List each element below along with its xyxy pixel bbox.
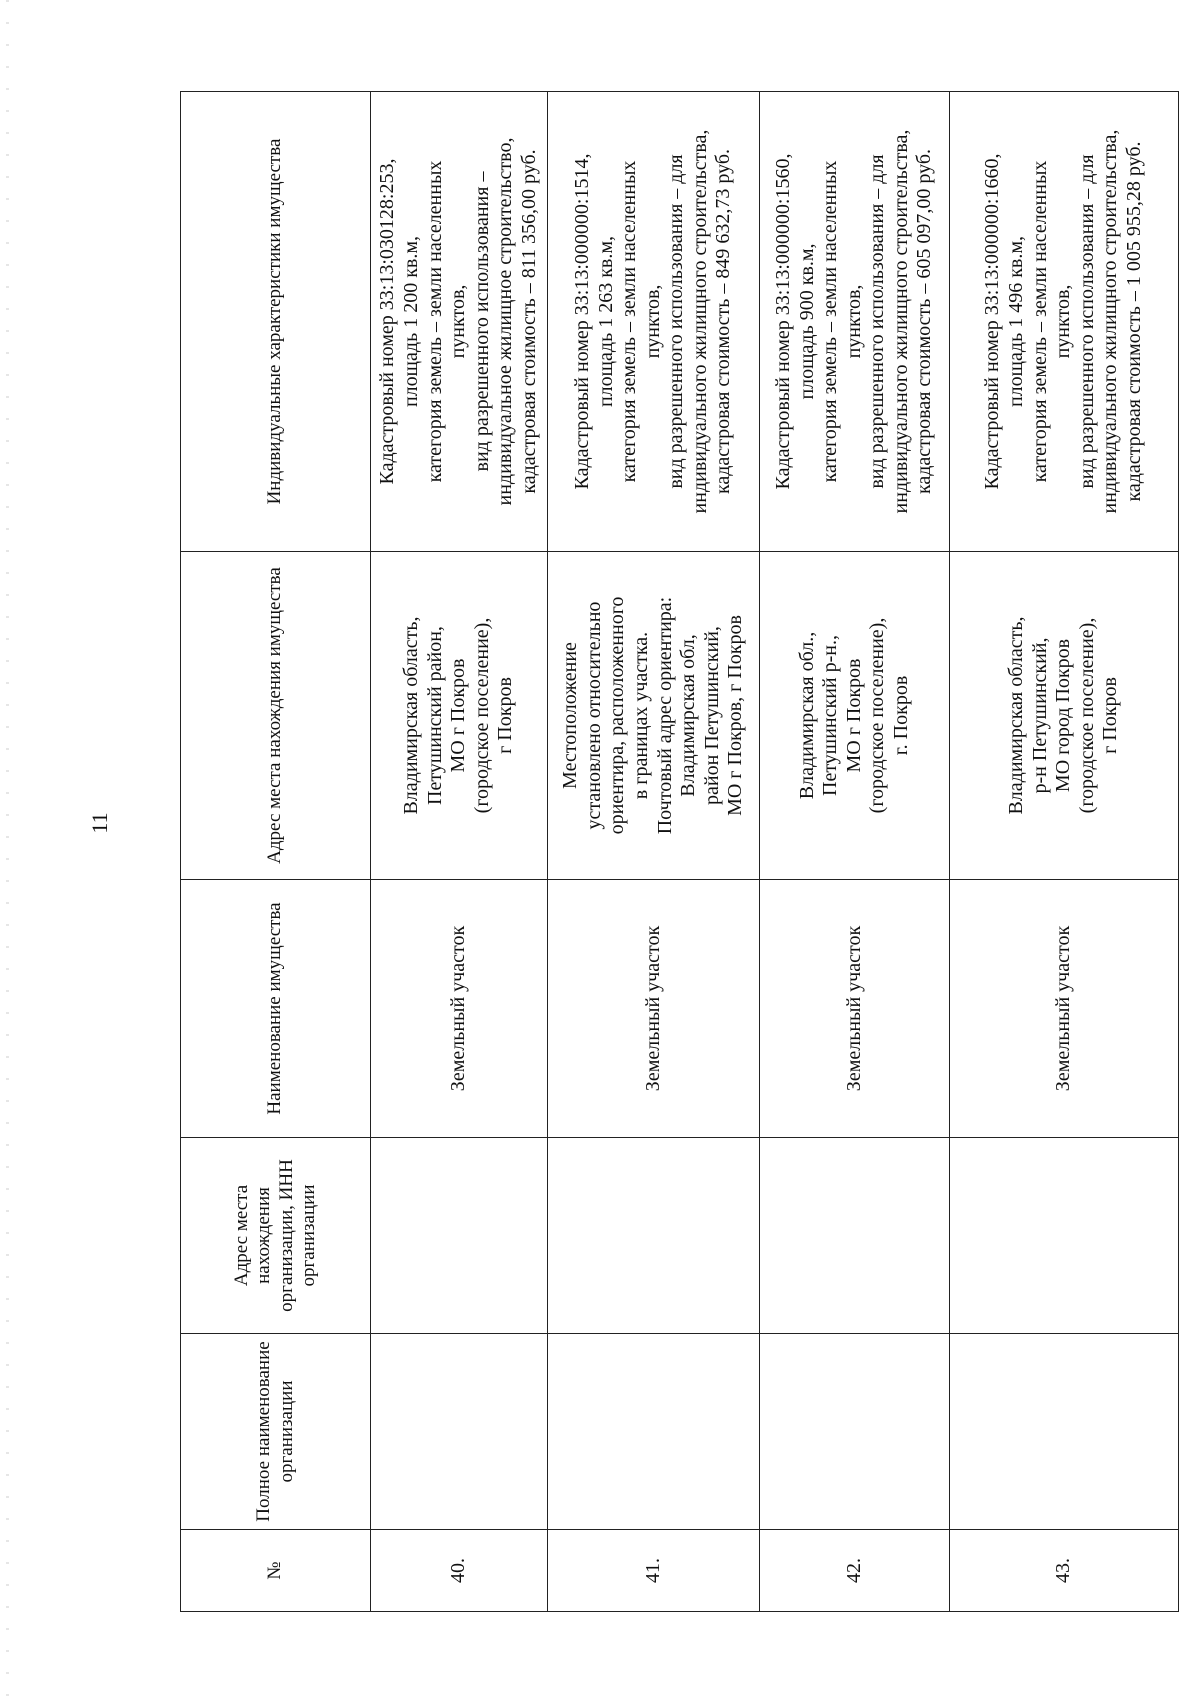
characteristic-line: индивидуальное жилищное строительство,: [494, 137, 517, 506]
location-line: МО г Покров, г Покров: [724, 615, 747, 816]
row-number: 40.: [371, 1530, 548, 1612]
location-cell: [950, 552, 1179, 880]
org-address-cell: [950, 1138, 1179, 1334]
location-line: р-н Петушинский,: [1028, 637, 1051, 794]
characteristic-line: индивидуального жилищного строительства,: [1099, 129, 1122, 514]
characteristic-line: площадь 1 200 кв.м,: [400, 235, 423, 408]
characteristic-line: пунктов,: [447, 284, 470, 359]
page-number: 11: [87, 812, 112, 834]
location-line: установлено относительно: [582, 601, 605, 830]
header-row: [181, 92, 371, 1612]
header-characteristics: Индивидуальные характеристики имущества: [181, 92, 371, 552]
location-cell: [371, 552, 548, 880]
org-address-cell: [548, 1138, 760, 1334]
header-org-name: Полное наименование организации: [181, 1334, 371, 1530]
characteristic-line: Кадастровый номер 33:13:000000:1514,: [570, 153, 593, 490]
characteristic-line: индивидуального жилищного строительства,: [889, 129, 912, 514]
characteristic-line: пунктов,: [1052, 284, 1075, 359]
property-name-cell: Земельный участок: [371, 880, 548, 1138]
location-line: Владимирская область,: [1005, 616, 1028, 815]
characteristic-line: площадь 900 кв.м,: [795, 243, 818, 400]
row-number: 43.: [950, 1530, 1179, 1612]
header-org-address: Адрес места нахождения организации, ИНН организации: [181, 1138, 371, 1334]
property-name-cell: Земельный участок: [548, 880, 760, 1138]
characteristic-line: пунктов,: [641, 284, 664, 359]
characteristic-line: категория земель – земли населенных: [1028, 160, 1051, 483]
property-name-cell: Земельный участок: [950, 880, 1179, 1138]
location-line: г Покров: [1099, 677, 1122, 754]
scan-artifact: [6, 0, 9, 1696]
table-row: [950, 92, 1179, 1612]
org-name-cell: [760, 1334, 950, 1530]
location-line: Петушинский район,: [423, 626, 446, 805]
characteristic-line: категория земель – земли населенных: [618, 160, 641, 483]
location-line: Почтовый адрес ориентира:: [653, 596, 676, 835]
header-property-name: Наименование имущества: [181, 880, 371, 1138]
characteristic-line: Кадастровый номер 33:13:000000:1660,: [981, 153, 1004, 490]
location-line: г Покров: [494, 677, 517, 754]
location-line: МО г Покров: [447, 658, 470, 773]
location-line: МО г Покров: [842, 658, 865, 773]
property-table: [180, 91, 1179, 1612]
location-line: Петушинский р-н.,: [819, 635, 842, 796]
characteristic-line: площадь 1 496 кв.м,: [1005, 235, 1028, 408]
location-line: Владимирская обл.,: [795, 631, 818, 800]
characteristic-line: вид разрешенного использования – для: [866, 154, 889, 489]
location-line: Владимирская область,: [400, 616, 423, 815]
location-line: (городское поселение),: [1075, 617, 1098, 814]
characteristics-cell: [760, 92, 950, 552]
location-line: Владимирская обл,: [677, 634, 700, 797]
location-line: в границах участка.: [629, 631, 652, 800]
location-cell: [548, 552, 760, 880]
location-line: район Петушинский,: [700, 626, 723, 805]
characteristic-line: Кадастровый номер 33:13:000000:1560,: [771, 153, 794, 490]
characteristics-cell: [950, 92, 1179, 552]
characteristic-line: категория земель – земли населенных: [819, 160, 842, 483]
characteristics-cell: [548, 92, 760, 552]
header-num: №: [181, 1530, 371, 1612]
characteristic-line: вид разрешенного использования – для: [1075, 154, 1098, 489]
property-name-cell: Земельный участок: [760, 880, 950, 1138]
table-row: [760, 92, 950, 1612]
location-cell: [760, 552, 950, 880]
table-row: [371, 92, 548, 1612]
characteristics-cell: [371, 92, 548, 552]
characteristic-line: кадастровая стоимость – 849 632,73 руб.: [712, 148, 735, 495]
characteristic-line: индивидуального жилищного строительства,: [688, 129, 711, 514]
characteristic-line: категория земель – земли населенных: [423, 160, 446, 483]
location-line: (городское поселение),: [470, 617, 493, 814]
characteristic-line: пунктов,: [842, 284, 865, 359]
location-line: (городское поселение),: [866, 617, 889, 814]
property-table-rotated: [180, 92, 1178, 1612]
header-property-location: Адрес места нахождения имущества: [181, 552, 371, 880]
org-address-cell: [371, 1138, 548, 1334]
org-name-cell: [371, 1334, 548, 1530]
characteristic-line: вид разрешенного использования –: [470, 171, 493, 472]
characteristic-line: вид разрешенного использования – для: [665, 154, 688, 489]
org-name-cell: [548, 1334, 760, 1530]
org-address-cell: [760, 1138, 950, 1334]
characteristic-line: площадь 1 263 кв.м,: [594, 235, 617, 408]
location-line: г. Покров: [889, 675, 912, 756]
location-line: Местоположение: [559, 642, 582, 789]
characteristic-line: кадастровая стоимость – 811 356,00 руб.: [517, 149, 540, 494]
location-line: ориентира, расположенного: [606, 596, 629, 835]
row-number: 41.: [548, 1530, 760, 1612]
characteristic-line: кадастровая стоимость – 1 005 955,28 руб.: [1122, 141, 1145, 502]
org-name-cell: [950, 1334, 1179, 1530]
characteristic-line: Кадастровый номер 33:13:030128:253,: [376, 158, 399, 485]
row-number: 42.: [760, 1530, 950, 1612]
characteristic-line: кадастровая стоимость – 605 097,00 руб.: [913, 148, 936, 495]
location-line: МО город Покров: [1052, 638, 1075, 793]
table-row: [548, 92, 760, 1612]
